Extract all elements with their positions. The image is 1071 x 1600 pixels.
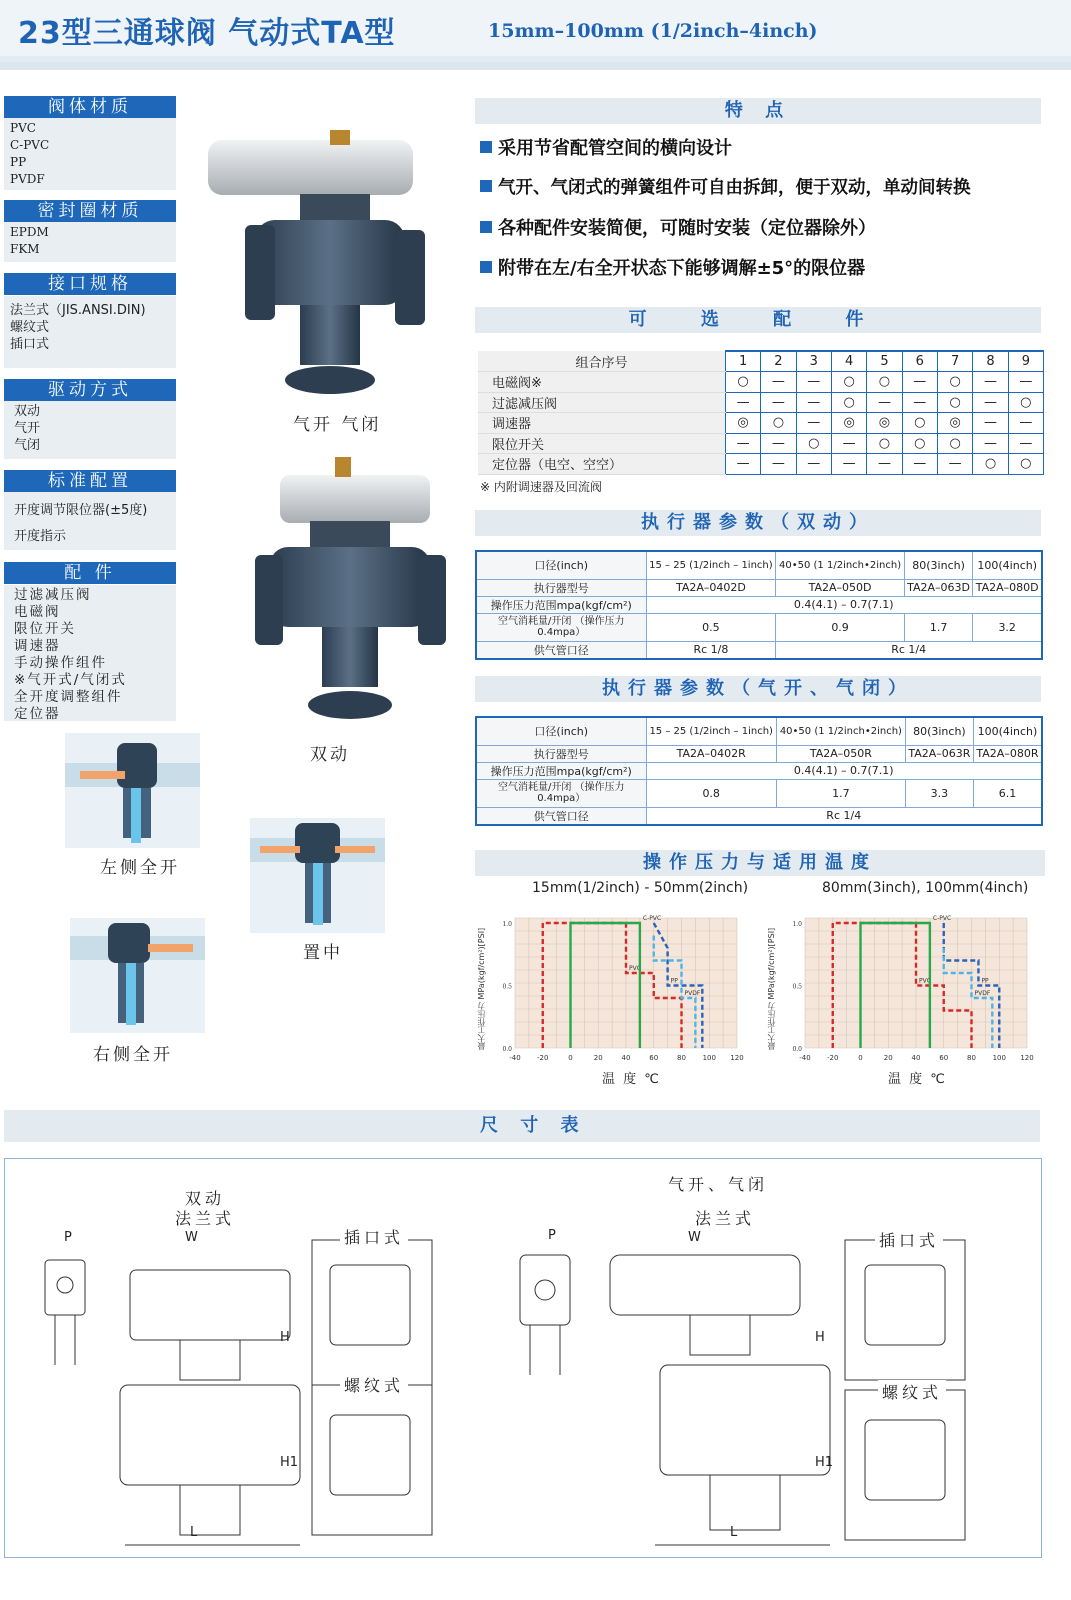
spec-item: 气闭 bbox=[14, 438, 41, 453]
row-label: 操作压力范围mpa(kgf/cm²) bbox=[476, 762, 646, 779]
model-cell: TA2A–0402D bbox=[646, 579, 776, 596]
feature-item bbox=[480, 214, 876, 240]
chart-x-tick: 80 bbox=[677, 1054, 686, 1062]
model-cell: TA2A–080R bbox=[973, 745, 1042, 762]
chart-x-tick: 20 bbox=[593, 1054, 603, 1062]
options-cell: ◎ bbox=[937, 413, 972, 434]
spec-item: PVDF bbox=[10, 172, 45, 186]
spec-item: FKM bbox=[10, 242, 40, 256]
size-cell: 15 – 25 (1/2inch – 1inch) bbox=[646, 717, 776, 745]
feature-text: 各种配件安装简便，可随时安装（定位器除外） bbox=[498, 218, 876, 239]
air-cell: 0.8 bbox=[646, 779, 776, 807]
chart-x-tick: 80 bbox=[967, 1054, 976, 1062]
options-row-label: 限位开关 bbox=[478, 433, 725, 454]
spec-standard-list bbox=[4, 492, 176, 550]
dim-label-p-left: P bbox=[64, 1230, 72, 1245]
spec-drive-title: 驱动方式 bbox=[4, 379, 176, 401]
options-row-label: 调速器 bbox=[478, 413, 725, 434]
air-cell: 1.7 bbox=[776, 779, 905, 807]
chart-x-tick: 0 bbox=[568, 1054, 573, 1062]
options-cell: — bbox=[973, 392, 1008, 413]
chart-left bbox=[475, 898, 745, 1068]
options-row bbox=[478, 413, 1044, 434]
options-col: 5 bbox=[867, 351, 902, 372]
chart-x-tick: 40 bbox=[621, 1054, 631, 1062]
options-note: ※ 内附调速器及回流阀 bbox=[480, 480, 602, 494]
dim-left-subtitle: 法兰式 bbox=[175, 1209, 236, 1228]
bullet-square-icon bbox=[480, 261, 492, 273]
options-cell: — bbox=[831, 454, 866, 475]
model-cell: TA2A–080D bbox=[973, 579, 1042, 596]
dim-label-w-right: W bbox=[688, 1230, 701, 1245]
valve-photo-single-acting bbox=[200, 130, 440, 405]
features-title: 特 点 bbox=[475, 98, 1041, 124]
chart-x-tick: 40 bbox=[911, 1054, 921, 1062]
options-col: 3 bbox=[796, 351, 831, 372]
options-cell: — bbox=[937, 454, 972, 475]
chart-right-xlabel: 温 度 ℃ bbox=[888, 1072, 947, 1087]
options-cell: ○ bbox=[973, 454, 1008, 475]
pressure-temp-title: 操作压力与适用温度 bbox=[475, 850, 1045, 876]
drawing-actuator-left bbox=[130, 1270, 290, 1340]
row-label: 空气消耗量/开闭 （操作压力0.4mpa） bbox=[476, 779, 646, 807]
size-cell: 40•50 (1 1/2inch•2inch) bbox=[776, 551, 904, 579]
options-cell: — bbox=[1008, 413, 1043, 434]
dimensions-title: 尺 寸 表 bbox=[4, 1110, 1040, 1142]
options-cell: ○ bbox=[867, 433, 902, 454]
options-cell: ○ bbox=[761, 413, 796, 434]
flow-photo-center bbox=[250, 818, 385, 933]
air-cell: 3.2 bbox=[973, 613, 1042, 641]
flow-photo-left-open bbox=[65, 733, 200, 848]
spec-item: 开度指示 bbox=[14, 529, 67, 544]
size-cell: 80(3inch) bbox=[905, 717, 973, 745]
drawing-socket-right bbox=[845, 1240, 965, 1380]
dim-label-h1-right: H1 bbox=[815, 1455, 834, 1470]
air-cell: 1.7 bbox=[904, 613, 973, 641]
options-col: 9 bbox=[1008, 351, 1043, 372]
options-cell: ○ bbox=[1008, 392, 1043, 413]
options-row bbox=[478, 372, 1044, 393]
options-cell: ○ bbox=[937, 433, 972, 454]
model-cell: TA2A–063D bbox=[904, 579, 973, 596]
drawing-side-view-left bbox=[45, 1260, 85, 1315]
port-cell: Rc 1/4 bbox=[646, 807, 1042, 825]
drawing-actuator-right bbox=[610, 1255, 800, 1315]
caption-left-open: 左侧全开 bbox=[100, 858, 180, 878]
options-cell: — bbox=[973, 433, 1008, 454]
spec-item: PP bbox=[10, 155, 27, 169]
spec-item: 螺纹式 bbox=[10, 320, 50, 335]
spec-item: 全开度调整组件 bbox=[14, 689, 123, 705]
air-cell: 0.9 bbox=[776, 613, 904, 641]
dim-label-p-right: P bbox=[548, 1228, 556, 1243]
options-cell: — bbox=[761, 433, 796, 454]
chart-x-tick: 100 bbox=[702, 1054, 716, 1062]
row-label: 操作压力范围mpa(kgf/cm²) bbox=[476, 596, 646, 613]
feature-text: 附带在左/右全开状态下能够调解±5°的限位器 bbox=[498, 258, 866, 279]
row-label: 执行器型号 bbox=[476, 745, 646, 762]
options-cell: — bbox=[902, 392, 937, 413]
chart-y-tick: 1.0 bbox=[502, 921, 512, 928]
chart-x-tick: 120 bbox=[730, 1054, 744, 1062]
chart-y-tick: 0.5 bbox=[792, 983, 802, 991]
spec-item: 限位开关 bbox=[14, 621, 76, 637]
options-row bbox=[478, 454, 1044, 475]
chart-right-ylabel: 最大工作压力 MPa(kgf/cm²)[PSI] bbox=[767, 927, 776, 1050]
chart-right bbox=[765, 898, 1035, 1068]
actuator-single-title: 执行器参数（气开、气闭） bbox=[475, 676, 1041, 702]
options-col: 4 bbox=[831, 351, 866, 372]
spec-item: EPDM bbox=[10, 225, 49, 239]
feature-text: 气开、气闭式的弹簧组件可自由拆卸，便于双动，单动间转换 bbox=[498, 178, 971, 198]
spec-item: 插口式 bbox=[10, 337, 50, 352]
page-title: 23型三通球阀 气动式TA型 bbox=[18, 16, 396, 51]
options-cell: — bbox=[902, 454, 937, 475]
caption-right-open: 右侧全开 bbox=[93, 1045, 173, 1065]
chart-series-label: PVDF bbox=[684, 990, 701, 997]
port-cell: Rc 1/4 bbox=[776, 641, 1042, 659]
row-label: 空气消耗量/开闭 （操作压力0.4mpa） bbox=[476, 613, 646, 641]
options-cell: ◎ bbox=[725, 413, 760, 434]
options-col: 2 bbox=[761, 351, 796, 372]
chart-left-title: 15mm(1/2inch) - 50mm(2inch) bbox=[532, 880, 749, 896]
feature-item bbox=[480, 134, 732, 160]
options-cell: — bbox=[902, 372, 937, 393]
chart-x-tick: -40 bbox=[509, 1054, 521, 1062]
air-cell: 0.5 bbox=[646, 613, 776, 641]
dim-socket-left: 插口式 bbox=[340, 1225, 408, 1248]
spec-item: 双动 bbox=[14, 404, 41, 419]
options-cell: ○ bbox=[831, 372, 866, 393]
options-cell: — bbox=[973, 413, 1008, 434]
actuator-single-table bbox=[475, 716, 1043, 826]
spec-item: 开度调节限位器(±5度) bbox=[14, 503, 148, 518]
dim-right-title: 气开、气闭 bbox=[668, 1175, 769, 1194]
chart-y-tick: 0.5 bbox=[502, 983, 512, 991]
size-cell: 100(4inch) bbox=[973, 551, 1042, 579]
size-cell: 100(4inch) bbox=[973, 717, 1042, 745]
chart-y-tick: 1.0 bbox=[792, 921, 802, 928]
spec-connection-title: 接口规格 bbox=[4, 273, 176, 295]
options-cell: — bbox=[761, 454, 796, 475]
options-title: 可 选 配 件 bbox=[475, 307, 1041, 333]
spec-item: 电磁阀 bbox=[14, 604, 61, 620]
options-row bbox=[478, 392, 1044, 413]
options-cell: — bbox=[1008, 433, 1043, 454]
row-label: 供气管口径 bbox=[476, 807, 646, 825]
feature-text: 采用节省配管空间的横向设计 bbox=[498, 138, 732, 159]
chart-x-tick: 20 bbox=[883, 1054, 893, 1062]
options-cell: — bbox=[867, 392, 902, 413]
spec-item: 定位器 bbox=[14, 706, 61, 722]
spec-body-material-title: 阀体材质 bbox=[4, 96, 176, 118]
spec-item: 气开 bbox=[14, 421, 41, 436]
dimension-drawings bbox=[30, 1225, 1010, 1555]
options-row bbox=[478, 433, 1044, 454]
options-col: 7 bbox=[937, 351, 972, 372]
dim-label-h-right: H bbox=[815, 1330, 825, 1345]
spec-item: ※气开式/气闭式 bbox=[14, 672, 127, 688]
chart-series-label: C-PVC bbox=[932, 915, 952, 922]
actuator-double-table bbox=[475, 550, 1043, 660]
chart-x-tick: 0 bbox=[858, 1054, 863, 1062]
pressure-cell: 0.4(4.1) – 0.7(7.1) bbox=[646, 596, 1042, 613]
drawing-side-view-right bbox=[520, 1255, 570, 1325]
size-cell: 15 – 25 (1/2inch – 1inch) bbox=[646, 551, 776, 579]
chart-series-label: PP bbox=[981, 977, 989, 985]
model-cell: TA2A–063R bbox=[905, 745, 973, 762]
valve-photo-double-acting bbox=[250, 455, 450, 730]
spec-item: 调速器 bbox=[14, 638, 61, 654]
spec-accessories-title: 配 件 bbox=[4, 562, 176, 584]
feature-item bbox=[480, 174, 971, 199]
options-header-label: 组合序号 bbox=[478, 351, 725, 372]
options-cell: — bbox=[761, 392, 796, 413]
pressure-cell: 0.4(4.1) – 0.7(7.1) bbox=[646, 762, 1042, 779]
chart-right-title: 80mm(3inch), 100mm(4inch) bbox=[822, 880, 1029, 896]
options-row-label: 定位器（电空、空空） bbox=[478, 454, 725, 475]
dim-thread-left: 螺纹式 bbox=[340, 1373, 408, 1396]
dim-label-h1-left: H1 bbox=[280, 1455, 299, 1470]
options-cell: ○ bbox=[902, 433, 937, 454]
dim-thread-right: 螺纹式 bbox=[878, 1380, 946, 1403]
options-row-label: 过滤减压阀 bbox=[478, 392, 725, 413]
dim-left-title: 双动 bbox=[185, 1189, 226, 1208]
spec-item: 过滤减压阀 bbox=[14, 587, 92, 603]
options-cell: ○ bbox=[867, 372, 902, 393]
actuator-double-title: 执行器参数（双动） bbox=[475, 510, 1041, 536]
bullet-square-icon bbox=[480, 221, 492, 233]
dim-label-w-left: W bbox=[185, 1230, 198, 1245]
chart-left-xlabel: 温 度 ℃ bbox=[602, 1072, 661, 1087]
options-cell: ○ bbox=[796, 433, 831, 454]
size-cell: 80(3inch) bbox=[904, 551, 973, 579]
drawing-body-left bbox=[120, 1385, 300, 1485]
caption-center: 置中 bbox=[303, 943, 343, 963]
options-cell: — bbox=[796, 454, 831, 475]
options-col: 6 bbox=[902, 351, 937, 372]
options-cell: ○ bbox=[831, 392, 866, 413]
caption-air-open-close: 气开 气闭 bbox=[293, 415, 382, 435]
chart-x-tick: 60 bbox=[939, 1054, 949, 1062]
options-col: 8 bbox=[973, 351, 1008, 372]
chart-series-label: PVC bbox=[629, 965, 641, 972]
chart-x-tick: -20 bbox=[827, 1054, 839, 1062]
feature-item bbox=[480, 254, 865, 280]
header-divider bbox=[0, 62, 1071, 70]
chart-x-tick: -20 bbox=[537, 1054, 549, 1062]
spec-item: C-PVC bbox=[10, 138, 50, 152]
model-cell: TA2A–0402R bbox=[646, 745, 776, 762]
model-cell: TA2A–050D bbox=[776, 579, 904, 596]
dim-label-l-right: L bbox=[730, 1525, 738, 1540]
chart-series-label: PVDF bbox=[974, 990, 991, 997]
options-cell: — bbox=[725, 392, 760, 413]
dim-label-l-left: L bbox=[190, 1525, 198, 1540]
chart-x-tick: 100 bbox=[992, 1054, 1006, 1062]
drawing-body-right bbox=[660, 1365, 830, 1475]
options-cell: ○ bbox=[902, 413, 937, 434]
chart-series-label: PP bbox=[670, 977, 678, 985]
options-cell: ○ bbox=[725, 372, 760, 393]
options-cell: — bbox=[725, 454, 760, 475]
col-label: 口径(inch) bbox=[476, 717, 646, 745]
options-cell: — bbox=[761, 372, 796, 393]
chart-x-tick: 60 bbox=[649, 1054, 659, 1062]
chart-series-label: C-PVC bbox=[642, 915, 662, 922]
chart-y-tick: 0.0 bbox=[792, 1046, 802, 1053]
spec-item: 手动操作组件 bbox=[14, 655, 107, 671]
options-cell: ○ bbox=[937, 372, 972, 393]
options-cell: — bbox=[831, 433, 866, 454]
dim-label-h-left: H bbox=[280, 1330, 290, 1345]
options-cell: ○ bbox=[1008, 454, 1043, 475]
options-cell: — bbox=[796, 392, 831, 413]
options-row-label: 电磁阀※ bbox=[478, 372, 725, 393]
model-cell: TA2A–050R bbox=[776, 745, 905, 762]
air-cell: 6.1 bbox=[973, 779, 1042, 807]
chart-left-ylabel: 最大工作压力 MPa(kgf/cm²)[PSI] bbox=[477, 927, 486, 1050]
row-label: 供气管口径 bbox=[476, 641, 646, 659]
row-label: 执行器型号 bbox=[476, 579, 646, 596]
options-cell: — bbox=[973, 372, 1008, 393]
options-cell: ◎ bbox=[867, 413, 902, 434]
chart-x-tick: 120 bbox=[1020, 1054, 1034, 1062]
spec-body-material-list bbox=[4, 118, 176, 190]
options-cell: — bbox=[796, 372, 831, 393]
air-cell: 3.3 bbox=[905, 779, 973, 807]
spec-standard-title: 标准配置 bbox=[4, 470, 176, 492]
spec-item: PVC bbox=[10, 121, 36, 135]
size-cell: 40•50 (1 1/2inch•2inch) bbox=[776, 717, 905, 745]
dim-socket-right: 插口式 bbox=[875, 1228, 943, 1251]
bullet-square-icon bbox=[480, 180, 492, 192]
caption-double-acting: 双动 bbox=[310, 745, 350, 765]
options-table bbox=[478, 350, 1044, 475]
port-cell: Rc 1/8 bbox=[646, 641, 776, 659]
chart-y-tick: 0.0 bbox=[502, 1046, 512, 1053]
drawing-thread-right bbox=[845, 1390, 965, 1540]
options-cell: ◎ bbox=[831, 413, 866, 434]
options-cell: — bbox=[725, 433, 760, 454]
flow-photo-right-open bbox=[70, 918, 205, 1033]
options-cell: ○ bbox=[937, 392, 972, 413]
spec-drive-list bbox=[4, 401, 176, 459]
options-cell: — bbox=[867, 454, 902, 475]
options-cell: — bbox=[1008, 372, 1043, 393]
spec-connection-list bbox=[4, 296, 176, 368]
spec-seal-list bbox=[4, 222, 176, 262]
spec-seal-title: 密封圈材质 bbox=[4, 200, 176, 222]
chart-x-tick: -40 bbox=[799, 1054, 811, 1062]
drawing-circle bbox=[57, 1277, 73, 1293]
spec-accessories-list bbox=[4, 585, 176, 721]
options-cell: — bbox=[796, 413, 831, 434]
dim-right-subtitle: 法兰式 bbox=[695, 1209, 756, 1228]
chart-series-label: PVC bbox=[919, 977, 931, 985]
page-subtitle: 15mm–100mm (1/2inch–4inch) bbox=[488, 20, 818, 42]
col-label: 口径(inch) bbox=[476, 551, 646, 579]
bullet-square-icon bbox=[480, 141, 492, 153]
options-col: 1 bbox=[725, 351, 760, 372]
spec-item: 法兰式（JIS.ANSI.DIN) bbox=[10, 303, 146, 318]
